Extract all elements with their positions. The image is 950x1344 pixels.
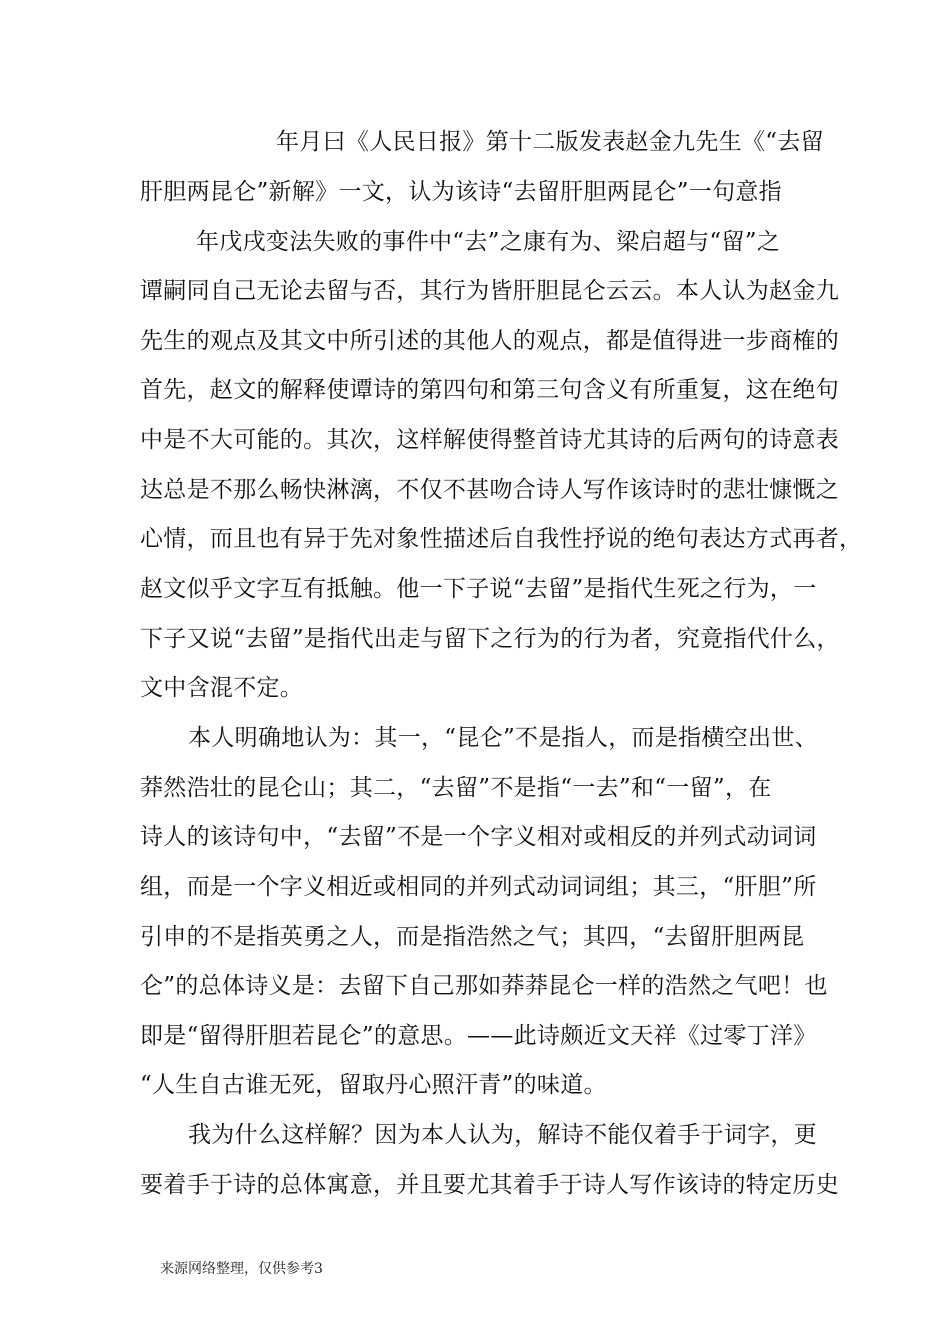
text-line: 先生的观点及其文中所引述的其他人的观点，都是值得进一步商榷的 [140, 328, 839, 354]
text-line: 肝胆两昆仑”新解》一文，认为该诗“去留肝胆两昆仑”一句意指 [140, 179, 782, 205]
text-line: 组，而是一个字义相近或相同的并列式动词词组；其三，“肝胆”所 [140, 874, 817, 900]
text-line: 中是不大可能的。其次，这样解使得整首诗尤其诗的后两句的诗意表 [140, 427, 839, 453]
text-line: 即是“留得肝胆若昆仑”的意思。——此诗颇近文天祥《过零丁洋》 [140, 1023, 817, 1049]
text-line: 本人明确地认为：其一，“昆仑”不是指人，而是指横空出世、 [188, 725, 818, 751]
text-line: “人生自古谁无死，留取丹心照汗青”的味道。 [140, 1072, 607, 1098]
text-line: 心情，而且也有异于先对象性描述后自我性抒说的绝句表达方式再者， [140, 526, 863, 552]
text-line: 莽然浩壮的昆仑山；其二，“去留”不是指“一去”和“一留”，在 [140, 775, 772, 801]
text-line: 赵文似乎文字互有抵触。他一下子说“去留”是指代生死之行为，一 [140, 576, 817, 602]
text-line: 谭嗣同自己无论去留与否，其行为皆肝胆昆仑云云。本人认为赵金九 [140, 278, 839, 304]
text-line: 诗人的该诗句中，“去留”不是一个字义相对或相反的并列式动词词 [140, 824, 817, 850]
text-line: 下子又说“去留”是指代出走与留下之行为的行为者，究竟指代什么， [140, 626, 840, 652]
text-line: 年月曰《人民日报》第十二版发表赵金九先生《“去留 [276, 129, 824, 155]
text-line: 首先，赵文的解释使谭诗的第四句和第三句含义有所重复，这在绝句 [140, 377, 839, 403]
text-line: 达总是不那么畅快淋漓，不仅不甚吻合诗人写作该诗时的悲壮慷慨之 [140, 477, 839, 503]
text-line: 文中含混不定。 [140, 675, 304, 701]
text-line: 年戊戌变法失败的事件中“去”之康有为、梁启超与“留”之 [196, 229, 781, 255]
page-footer: 来源网络整理，仅供参考3 [160, 1261, 323, 1277]
text-line: 仑”的总体诗义是：去留下自己那如莽莽昆仑一样的浩然之气吧！也 [140, 973, 828, 999]
text-line: 我为什么这样解？因为本人认为，解诗不能仅着手于词字，更 [188, 1122, 818, 1148]
text-line: 要着手于诗的总体寓意，并且要尤其着手于诗人写作该诗的特定历史 [140, 1172, 839, 1198]
text-line: 引申的不是指英勇之人，而是指浩然之气；其四，“去留肝胆两昆 [140, 924, 805, 950]
